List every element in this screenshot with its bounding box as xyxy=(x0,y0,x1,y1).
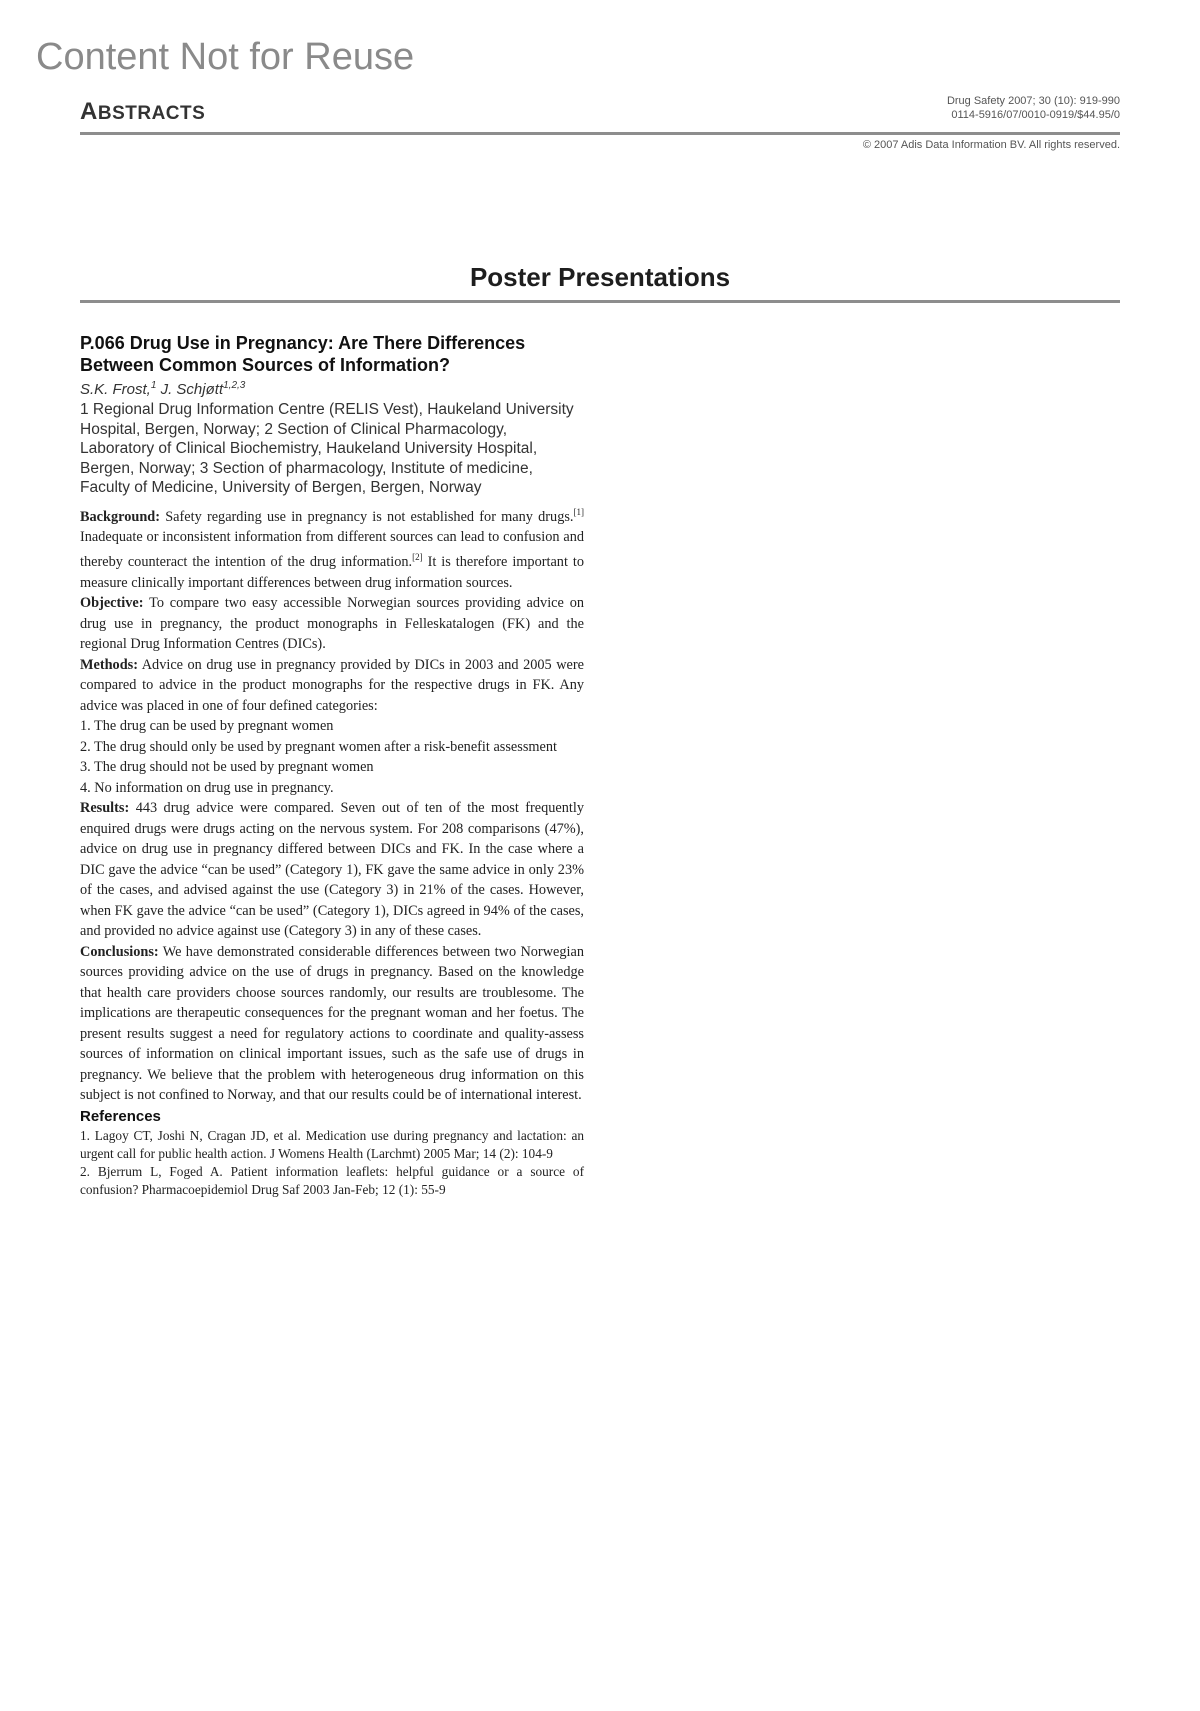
background-text-3: It is therefore important to measure clinically important differences between drug information sources. xyxy=(80,554,584,591)
conclusions-paragraph xyxy=(80,942,584,1106)
author-2: J. Schjøtt xyxy=(160,381,224,398)
methods-text: Advice on drug use in pregnancy provided by DICs in 2003 and 2005 were compared to advice in the product monographs for the respective drugs in FK. Any advice was placed in one of four defined categories: xyxy=(80,656,584,714)
category-item: 2. The drug should only be used by pregnant women after a risk-benefit assessment xyxy=(80,738,557,755)
author-2-affiliation: 1,2,3 xyxy=(223,380,246,391)
authors xyxy=(80,376,584,400)
category-item: 3. The drug should not be used by pregnant women xyxy=(80,759,374,776)
section-divider xyxy=(80,300,1120,303)
results-label: Results: xyxy=(80,800,130,817)
section-title: Poster Presentations xyxy=(469,262,731,292)
reference-item: 2. Bjerrum L, Foged A. Patient information leaflets: helpful guidance or a source of confusion? Pharmacoepidemiol Drug Saf 2003 Jan-Feb; 12 (1): 55-9 xyxy=(80,1163,584,1197)
methods-label: Methods: xyxy=(80,656,138,673)
conclusions-label: Conclusions: xyxy=(80,943,159,960)
background-text-1: Safety regarding use in pregnancy is not established for many drugs. xyxy=(165,508,574,525)
category-item: 4. No information on drug use in pregnancy. xyxy=(80,779,334,796)
background-label: Background: xyxy=(80,508,160,525)
conclusions-text: We have demonstrated considerable differences between two Norwegian sources providing advice on the use of drugs in pregnancy. Based on the knowledge that health care providers choose sources randomly, our results are troublesome. The implications are therapeutic consequences for the pregnant woman and her foetus. The present results suggest a need for regulatory actions to coordinate and quality-assess sources of information on clinical important issues, such as the safe use of drugs in pregnancy. We believe that the problem with heterogeneous drug information on this subject is not confined to Norway, and that our results could be of international interest. xyxy=(80,943,584,1104)
category-item: 1. The drug can be used by pregnant women xyxy=(80,718,334,735)
journal-line-2: 0114-5916/07/0010-0919/$44.95/0 xyxy=(951,109,1120,121)
author-1: S.K. Frost, xyxy=(80,381,151,398)
copyright-notice: © 2007 Adis Data Information BV. All rights reserved. xyxy=(862,139,1120,151)
affiliations: 1 Regional Drug Information Centre (RELIS Vest), Haukeland University Hospital, Bergen, Norway; 2 Section of Clinical Pharmacology, Laboratory of Clinical Biochemistry, Haukeland University Hospital, Bergen, Norway; 3 Section of pharmacology, Institute of medicine, Faculty of Medicine, University of Bergen, Bergen, Norway xyxy=(80,401,574,496)
header-divider xyxy=(80,132,1120,135)
title-rest: BSTRACTS xyxy=(97,103,206,124)
references-heading: References xyxy=(80,1107,161,1125)
title-initial: A xyxy=(80,98,98,125)
journal-citation xyxy=(947,94,1120,122)
watermark: Content Not for Reuse xyxy=(36,36,415,78)
reference-item: 1. Lagoy CT, Joshi N, Cragan JD, et al. Medication use during pregnancy and lactation: an urgent call for public health action. J Womens Health (Larchmt) 2005 Mar; 14 (2): 104-9 xyxy=(80,1127,584,1161)
abstract xyxy=(80,332,584,1199)
citation-1: [1] xyxy=(573,506,584,517)
results-paragraph xyxy=(80,798,584,942)
citation-2: [2] xyxy=(412,552,423,563)
journal-line-1: Drug Safety 2007; 30 (10): 919-990 xyxy=(946,95,1120,107)
objective-text: To compare two easy accessible Norwegian sources providing advice on drug use in pregnancy, the product monographs in Felleskatalogen (FK) and the regional Drug Information Centres (DICs). xyxy=(80,595,584,653)
background-paragraph xyxy=(80,502,584,594)
objective-label: Objective: xyxy=(80,595,144,612)
results-text: 443 drug advice were compared. Seven out of ten of the most frequently enquired drugs were drugs acting on the nervous system. For 208 comparisons (47%), advice on drug use in pregnancy differed between DICs and FK. In the case where a DIC gave the advice “can be used” (Category 1), FK gave the same advice in only 23% of the cases, and advised against the use (Category 3) in 21% of the cases. However, when FK gave the advice “can be used” (Category 1), DICs agreed in 94% of the cases, and provided no advice against use (Category 3) in any of these cases. xyxy=(80,800,584,940)
objective-paragraph xyxy=(80,593,584,655)
methods-paragraph xyxy=(80,655,584,717)
journal-section-title xyxy=(80,98,205,126)
background-text-2: Inadequate or inconsistent information from different sources can lead to confusion and thereby counteract the intention of the drug information. xyxy=(80,528,584,571)
author-1-affiliation: 1 xyxy=(150,380,157,391)
abstract-title: P.066 Drug Use in Pregnancy: Are There Differences Between Common Sources of Information? xyxy=(80,333,526,375)
